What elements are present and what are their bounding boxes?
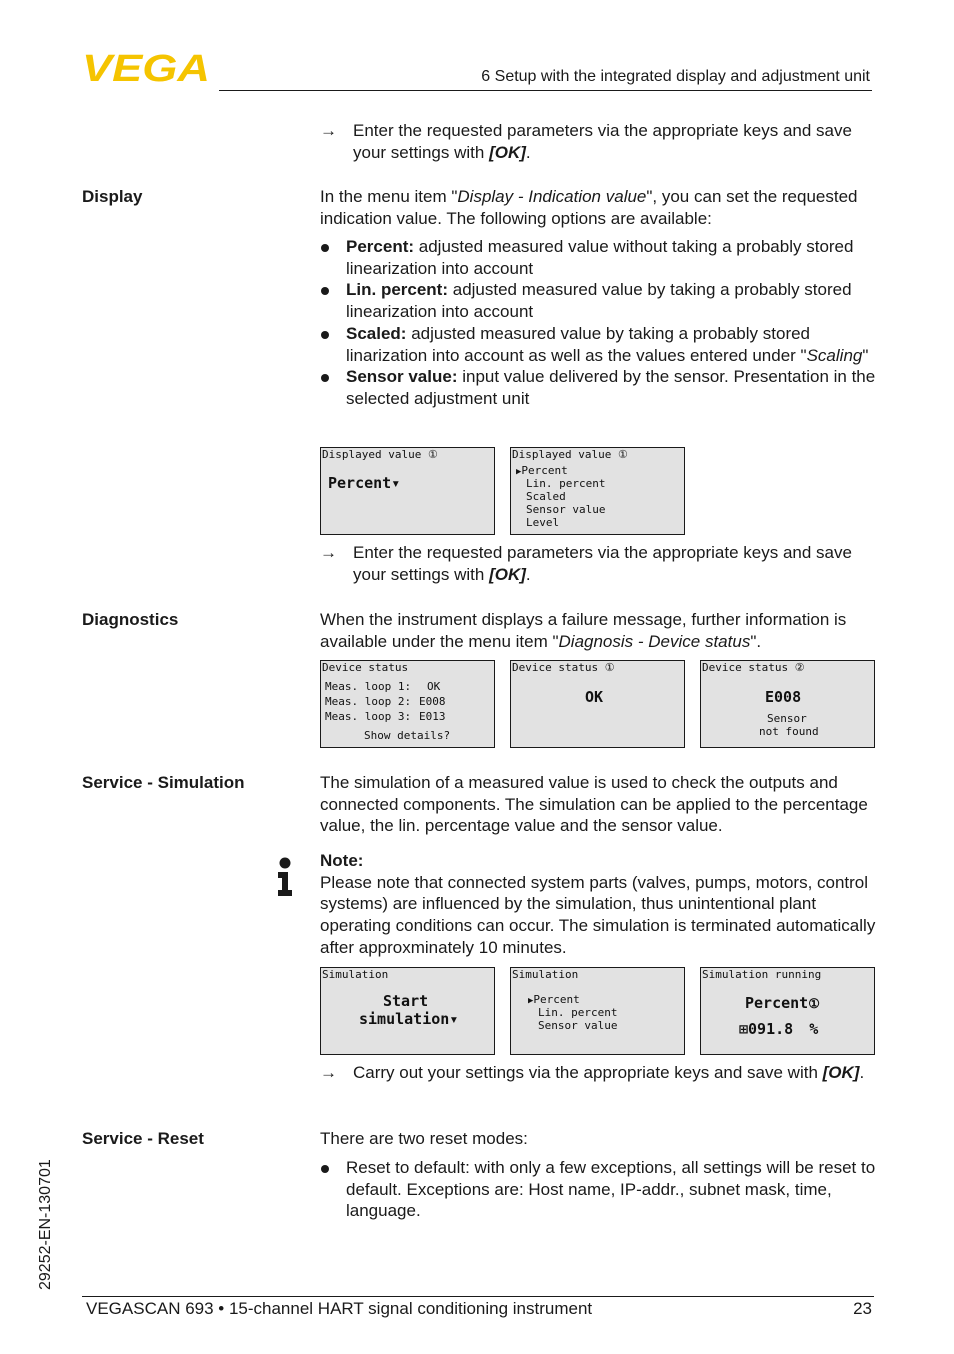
simulation-instruction: → Carry out your settings via the appropriate keys and save with [OK]. [320, 1063, 865, 1082]
intro-instruction: → Enter the requested parameters via the appropriate keys and save your settings with [OK]. [320, 121, 852, 162]
lcd-displayed-value-1: Displayed value ① Percent▾ [320, 447, 495, 535]
arrow-icon: → [320, 543, 337, 562]
lcd-simulation-2: Simulation ▶Percent Lin. percent Sensor value [510, 967, 685, 1055]
reset-intro: There are two reset modes: [320, 1129, 528, 1148]
note-text: Please note that connected system parts (valves, pumps, motors, control systems) are influenced by the simulation, thus unintentional plant operating conditions can occur. The simulation is terminated automatically after approxminately 10 minutes. [320, 872, 876, 957]
reset-list [320, 1157, 876, 1222]
section-label-diagnostics: Diagnostics [82, 610, 179, 629]
note-block [320, 850, 876, 959]
display-intro: In the menu item "Display - Indication value", you can set the requested indication value. The following options are available: [320, 187, 858, 228]
diagnostics-text: When the instrument displays a failure message, further information is available under the menu item "Diagnosis - Device status". [320, 610, 847, 651]
footer-divider [82, 1296, 874, 1297]
list-item: Percent: adjusted measured value without taking a probably stored linearization into account [320, 236, 876, 279]
list-item: Reset to default: with only a few exceptions, all settings will be reset to default. Exceptions are: Host name, IP-addr., subnet mask, time, language. [320, 1157, 876, 1222]
dropdown-icon: ▾ [449, 1010, 459, 1028]
lcd-simulation-3: Simulation running Percent① ⊞091.8 % [700, 967, 875, 1055]
section-label-reset: Service - Reset [82, 1129, 204, 1148]
pointer-icon: ▶ [528, 996, 534, 1006]
pointer-icon: ▶ [516, 467, 522, 477]
lcd-displayed-value-2: Displayed value ① ▶Percent Lin. percent Scaled Sensor value Level [510, 447, 685, 535]
dropdown-icon: ▾ [391, 474, 401, 492]
logo-text: VEGA [82, 52, 210, 84]
arrow-icon: → [320, 1063, 337, 1082]
sign-icon: ⊞ [739, 1020, 749, 1038]
lcd-device-status-2: Device status ① OK [510, 660, 685, 748]
document-code: 29252-EN-130701 [37, 1159, 54, 1290]
vega-logo [82, 52, 212, 84]
list-item: Sensor value: input value delivered by the sensor. Presentation in the selected adjustment unit [320, 366, 876, 409]
footer-title: VEGASCAN 693 • 15-channel HART signal conditioning instrument [86, 1299, 593, 1318]
chapter-title: 6 Setup with the integrated display and adjustment unit [481, 68, 870, 85]
arrow-icon: → [320, 121, 337, 140]
page-number: 23 [853, 1299, 872, 1318]
lcd-simulation-1: Simulation Start simulation▾ [320, 967, 495, 1055]
section-label-display: Display [82, 187, 143, 206]
header-divider [219, 90, 872, 91]
list-item: Scaled: adjusted measured value by taking a probably stored linarization into account as well as the values entered under "Scaling" [320, 323, 876, 366]
simulation-text: The simulation of a measured value is used to check the outputs and connected components. The simulation can be applied to the percentage value, the lin. percentage value and the sensor value. [320, 773, 868, 836]
note-title: Note: [320, 851, 364, 870]
section-label-simulation: Service - Simulation [82, 773, 245, 792]
display-options-list [320, 236, 876, 410]
lcd-device-status-1: Device status Meas. loop 1: OK Meas. loop 2: E008 Meas. loop 3: E013 Show details? [320, 660, 495, 748]
display-instruction: → Enter the requested parameters via the appropriate keys and save your settings with [OK]. [320, 543, 852, 584]
lcd-device-status-3: Device status ② E008 Sensor not found [700, 660, 875, 748]
list-item: Lin. percent: adjusted measured value by taking a probably stored linearization into account [320, 279, 876, 322]
info-icon [276, 857, 294, 897]
